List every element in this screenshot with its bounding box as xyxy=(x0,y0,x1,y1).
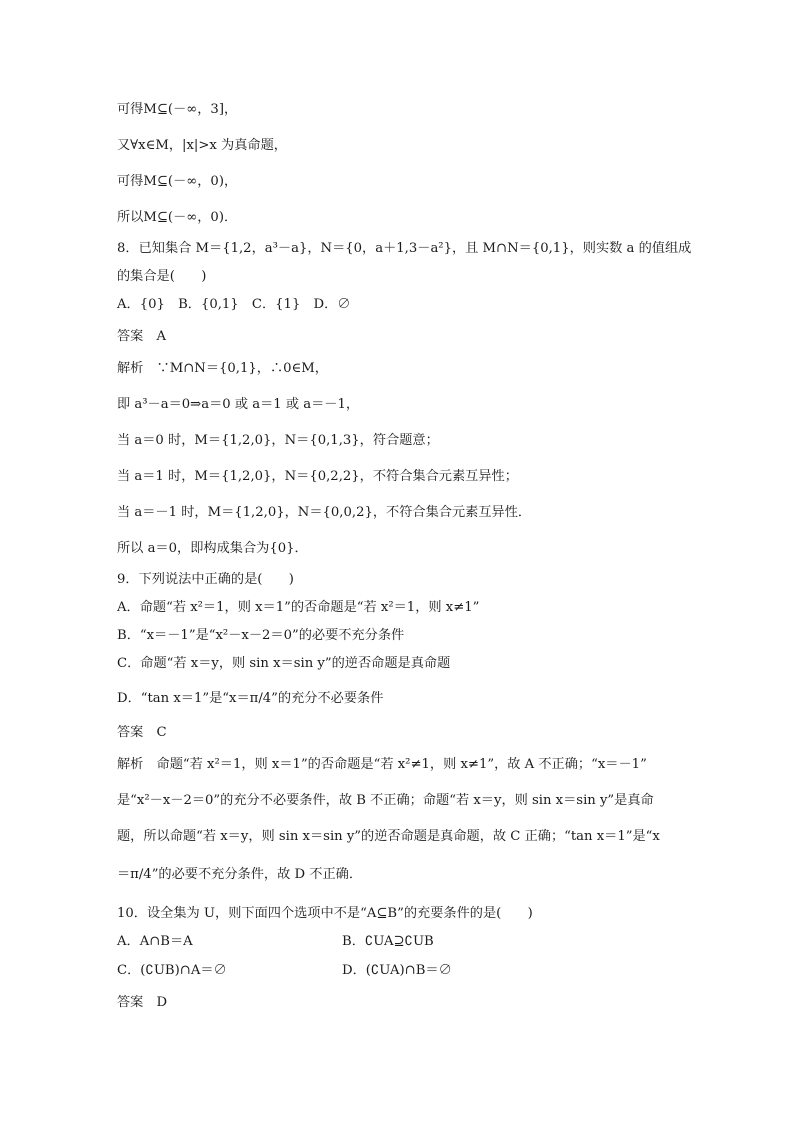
question-9-stem: 9．下列说法中正确的是( ) xyxy=(117,572,294,587)
answer-label: 答案 A xyxy=(117,329,167,344)
explanation-line: 题，所以命题“若 x＝y，则 sin x＝sin y”的逆否命题是真命题，故 C 正确；“tan x＝1”是“x xyxy=(117,829,660,844)
question-9-option-c: C．命题“若 x＝y，则 sin x＝sin y”的逆否命题是真命题 xyxy=(117,656,451,671)
question-10-option-c: C．(∁UB)∩A＝∅ xyxy=(117,963,227,978)
text-line: 可得M⊆(－∞，3]， xyxy=(117,102,238,117)
explanation-line: ＝π/4”的必要不充分条件，故 D 不正确． xyxy=(117,867,363,882)
question-8-stem: 8．已知集合 M＝{1,2，a³－a}，N＝{0，a＋1,3－a²}，且 M∩N＝{0,1}，则实数 a 的值组成 xyxy=(117,241,692,256)
explanation-line: 即 a³－a＝0⇒a＝0 或 a＝1 或 a＝－1， xyxy=(117,397,360,412)
question-10-stem: 10．设全集为 U，则下面四个选项中不是“A⊆B”的充要条件的是( ) xyxy=(117,906,533,921)
explanation-line: 当 a＝－1 时，M＝{1,2,0}，N＝{0,0,2}，不符合集合元素互异性． xyxy=(117,505,532,520)
text-line: 可得M⊆(－∞，0)， xyxy=(117,174,238,189)
question-8-options: A．{0} B．{0,1} C．{1} D．∅ xyxy=(117,297,351,312)
question-10-option-d: D．(∁UA)∩B＝∅ xyxy=(342,963,452,978)
text-line: 所以M⊆(－∞，0)． xyxy=(117,210,238,225)
question-10-option-b: B．∁UA⊇∁UB xyxy=(342,934,434,949)
question-9-option-d: D．“tan x＝1”是“x＝π/4”的充分不必要条件 xyxy=(117,691,384,706)
question-9-option-b: B．“x＝－1”是“x²－x－2＝0”的必要不充分条件 xyxy=(117,628,405,643)
question-9-option-a: A．命题“若 x²＝1，则 x＝1”的否命题是“若 x²＝1，则 x≠1” xyxy=(117,600,480,615)
explanation-line: 当 a＝1 时，M＝{1,2,0}，N＝{0,2,2}，不符合集合元素互异性； xyxy=(117,469,518,484)
explanation-line: 解析 命题“若 x²＝1，则 x＝1”的否命题是“若 x²≠1，则 x≠1”，故 A 不正确；“x＝－1” xyxy=(117,757,647,772)
explanation-line: 当 a＝0 时，M＝{1,2,0}，N＝{0,1,3}，符合题意； xyxy=(117,433,439,448)
question-8-stem-cont: 的集合是( ) xyxy=(117,269,207,284)
answer-label: 答案 D xyxy=(117,995,168,1010)
question-10-option-a: A．A∩B＝A xyxy=(117,934,193,949)
explanation-line: 所以 a＝0，即构成集合为{0}． xyxy=(117,541,308,556)
explanation-line: 解析 ∵M∩N＝{0,1}，∴0∈M， xyxy=(117,361,328,376)
answer-label: 答案 C xyxy=(117,725,167,740)
text-line: 又∀x∈M，|x|>x 为真命题， xyxy=(117,138,287,153)
explanation-line: 是“x²－x－2＝0”的充分不必要条件，故 B 不正确；命题“若 x＝y，则 sin x＝sin y”是真命 xyxy=(117,793,654,808)
